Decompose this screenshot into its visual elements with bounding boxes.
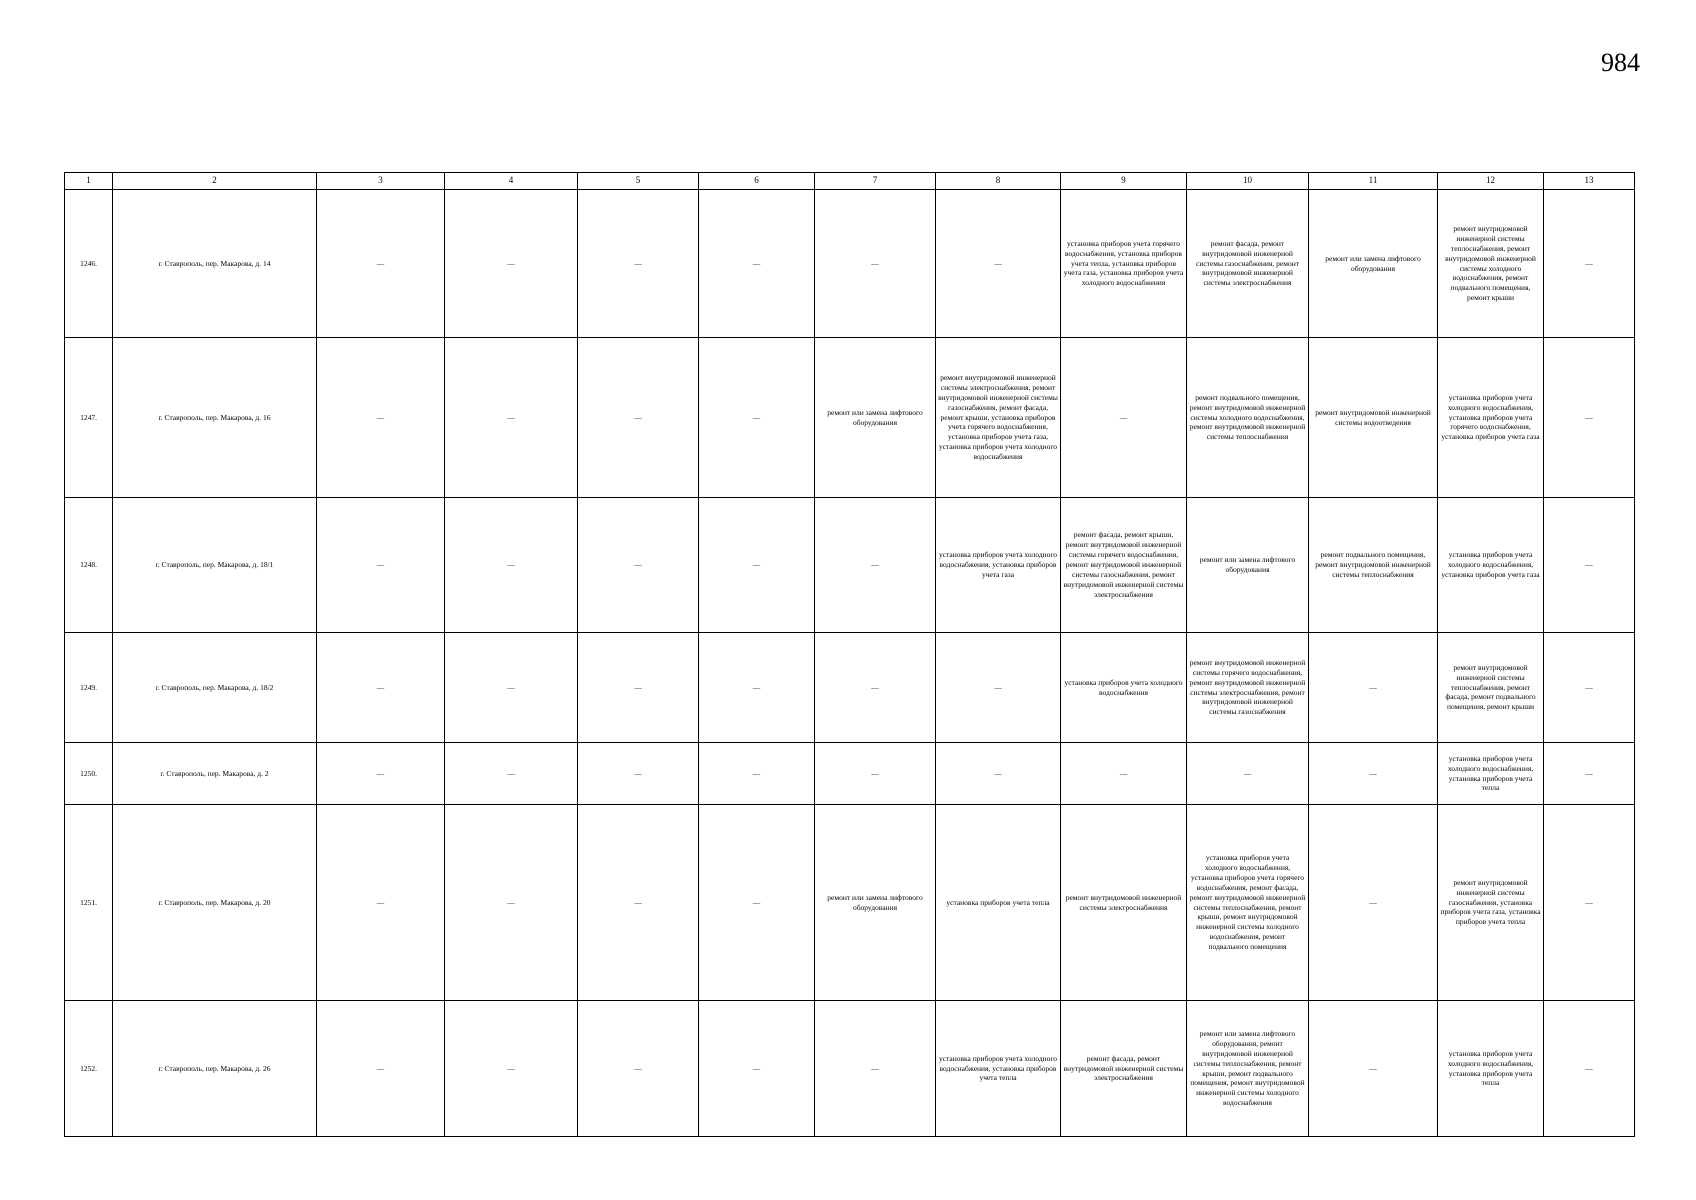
cell-col-11: — xyxy=(1309,743,1438,805)
cell-col-9: — xyxy=(1061,338,1187,498)
cell-col-7: ремонт или замена лифтового оборудования xyxy=(815,338,936,498)
cell-col-3: — xyxy=(317,1001,445,1137)
cell-col-7: — xyxy=(815,633,936,743)
address-cell: г. Ставрополь, пер. Макарова, д. 18/1 xyxy=(113,498,317,633)
address-cell: г. Ставрополь, пер. Макарова, д. 16 xyxy=(113,338,317,498)
cell-col-4: — xyxy=(445,190,578,338)
cell-col-8: установка приборов учета холодного водоснабжения, установка приборов учета газа xyxy=(936,498,1061,633)
cell-col-5: — xyxy=(578,633,699,743)
row-number: 1250. xyxy=(65,743,113,805)
cell-col-3: — xyxy=(317,743,445,805)
table-row xyxy=(65,338,1635,498)
cell-col-5: — xyxy=(578,743,699,805)
column-header: 3 xyxy=(317,173,445,190)
cell-col-7: — xyxy=(815,1001,936,1137)
page-number: 984 xyxy=(1601,48,1640,77)
cell-col-10: ремонт или замена лифтового оборудования, ремонт внутридомовой инженерной системы теплоснабжения, ремонт крыши, ремонт подвального помещения, ремонт внутридомовой инженерной системы холодного водоснабжения xyxy=(1187,1001,1309,1137)
cell-col-4: — xyxy=(445,743,578,805)
cell-col-3: — xyxy=(317,190,445,338)
table-row xyxy=(65,498,1635,633)
cell-col-6: — xyxy=(699,338,815,498)
column-header: 10 xyxy=(1187,173,1309,190)
column-header: 6 xyxy=(699,173,815,190)
column-header: 4 xyxy=(445,173,578,190)
row-number: 1248. xyxy=(65,498,113,633)
cell-col-12: ремонт внутридомовой инженерной системы газоснабжения, установка приборов учета газа, установка приборов учета тепла xyxy=(1438,805,1544,1001)
table-row xyxy=(65,633,1635,743)
cell-col-8: ремонт внутридомовой инженерной системы электроснабжения, ремонт внутридомовой инженерной системы газоснабжения, ремонт фасада, ремонт крыши, установка приборов учета горячего водоснабжения, установка приборов учета газа, установка приборов учета холодного водоснабжения xyxy=(936,338,1061,498)
cell-col-6: — xyxy=(699,1001,815,1137)
cell-col-7: — xyxy=(815,498,936,633)
cell-col-12: установка приборов учета холодного водоснабжения, установка приборов учета тепла xyxy=(1438,743,1544,805)
cell-col-8: — xyxy=(936,633,1061,743)
cell-col-9: установка приборов учета горячего водоснабжения, установка приборов учета тепла, установка приборов учета газа, установка приборов учета холодного водоснабжения xyxy=(1061,190,1187,338)
table-row xyxy=(65,743,1635,805)
cell-col-9: установка приборов учета холодного водоснабжения xyxy=(1061,633,1187,743)
row-number: 1251. xyxy=(65,805,113,1001)
cell-col-4: — xyxy=(445,633,578,743)
cell-col-7: — xyxy=(815,743,936,805)
table-row xyxy=(65,190,1635,338)
address-cell: г. Ставрополь, пер. Макарова, д. 14 xyxy=(113,190,317,338)
capital-repair-table xyxy=(64,172,1635,1137)
row-number: 1249. xyxy=(65,633,113,743)
cell-col-10: ремонт внутридомовой инженерной системы горячего водоснабжения, ремонт внутридомовой инженерной системы электроснабжения, ремонт внутридомовой инженерной системы газоснабжения xyxy=(1187,633,1309,743)
cell-col-12: ремонт внутридомовой инженерной системы теплоснабжения, ремонт фасада, ремонт подвального помещения, ремонт крыши xyxy=(1438,633,1544,743)
cell-col-9: ремонт фасада, ремонт внутридомовой инженерной системы электроснабжения xyxy=(1061,1001,1187,1137)
address-cell: г. Ставрополь, пер. Макарова, д. 26 xyxy=(113,1001,317,1137)
column-header: 11 xyxy=(1309,173,1438,190)
column-header: 7 xyxy=(815,173,936,190)
cell-col-7: ремонт или замена лифтового оборудования xyxy=(815,805,936,1001)
address-cell: г. Ставрополь, пер. Макарова, д. 18/2 xyxy=(113,633,317,743)
cell-col-3: — xyxy=(317,633,445,743)
cell-col-13: — xyxy=(1544,743,1635,805)
column-header: 5 xyxy=(578,173,699,190)
cell-col-12: установка приборов учета холодного водоснабжения, установка приборов учета горячего водоснабжения, установка приборов учета газа xyxy=(1438,338,1544,498)
cell-col-6: — xyxy=(699,190,815,338)
cell-col-8: — xyxy=(936,743,1061,805)
column-header: 8 xyxy=(936,173,1061,190)
cell-col-9: ремонт внутридомовой инженерной системы электроснабжения xyxy=(1061,805,1187,1001)
cell-col-4: — xyxy=(445,1001,578,1137)
table-row xyxy=(65,805,1635,1001)
cell-col-5: — xyxy=(578,1001,699,1137)
row-number: 1246. xyxy=(65,190,113,338)
cell-col-13: — xyxy=(1544,190,1635,338)
cell-col-5: — xyxy=(578,498,699,633)
column-header: 9 xyxy=(1061,173,1187,190)
cell-col-13: — xyxy=(1544,633,1635,743)
row-number: 1252. xyxy=(65,1001,113,1137)
cell-col-11: — xyxy=(1309,1001,1438,1137)
cell-col-8: — xyxy=(936,190,1061,338)
cell-col-7: — xyxy=(815,190,936,338)
cell-col-3: — xyxy=(317,498,445,633)
cell-col-10: — xyxy=(1187,743,1309,805)
cell-col-6: — xyxy=(699,498,815,633)
cell-col-9: ремонт фасада, ремонт крыши, ремонт внутридомовой инженерной системы горячего водоснабжения, ремонт внутридомовой инженерной системы газоснабжения, ремонт внутридомовой инженерной системы электроснабжения xyxy=(1061,498,1187,633)
cell-col-6: — xyxy=(699,805,815,1001)
cell-col-10: ремонт подвального помещения, ремонт внутридомовой инженерной системы холодного водоснабжения, ремонт внутридомовой инженерной системы теплоснабжения xyxy=(1187,338,1309,498)
cell-col-12: установка приборов учета холодного водоснабжения, установка приборов учета газа xyxy=(1438,498,1544,633)
column-header: 2 xyxy=(113,173,317,190)
cell-col-8: установка приборов учета тепла xyxy=(936,805,1061,1001)
cell-col-10: установка приборов учета холодного водоснабжения, установка приборов учета горячего водоснабжения, ремонт фасада, ремонт внутридомовой инженерной системы теплоснабжения, ремонт крыши, ремонт внутридомовой инженерной системы холодного водоснабжения, ремонт подвального помещения xyxy=(1187,805,1309,1001)
address-cell: г. Ставрополь, пер. Макарова, д. 20 xyxy=(113,805,317,1001)
cell-col-4: — xyxy=(445,338,578,498)
column-number-row xyxy=(65,173,1635,190)
cell-col-6: — xyxy=(699,743,815,805)
column-header: 13 xyxy=(1544,173,1635,190)
cell-col-13: — xyxy=(1544,498,1635,633)
cell-col-12: ремонт внутридомовой инженерной системы теплоснабжения, ремонт внутридомовой инженерной системы холодного водоснабжения, ремонт подвального помещения, ремонт крыши xyxy=(1438,190,1544,338)
cell-col-5: — xyxy=(578,190,699,338)
cell-col-13: — xyxy=(1544,805,1635,1001)
cell-col-11: ремонт подвального помещения, ремонт внутридомовой инженерной системы теплоснабжения xyxy=(1309,498,1438,633)
row-number: 1247. xyxy=(65,338,113,498)
cell-col-6: — xyxy=(699,633,815,743)
cell-col-11: — xyxy=(1309,805,1438,1001)
table-row xyxy=(65,1001,1635,1137)
cell-col-12: установка приборов учета холодного водоснабжения, установка приборов учета тепла xyxy=(1438,1001,1544,1137)
column-header: 12 xyxy=(1438,173,1544,190)
cell-col-11: — xyxy=(1309,633,1438,743)
cell-col-5: — xyxy=(578,805,699,1001)
cell-col-3: — xyxy=(317,338,445,498)
cell-col-4: — xyxy=(445,498,578,633)
cell-col-10: ремонт фасада, ремонт внутридомовой инженерной системы газоснабжения, ремонт внутридомовой инженерной системы электроснабжения xyxy=(1187,190,1309,338)
cell-col-4: — xyxy=(445,805,578,1001)
cell-col-11: ремонт или замена лифтового оборудования xyxy=(1309,190,1438,338)
cell-col-11: ремонт внутридомовой инженерной системы водоотведения xyxy=(1309,338,1438,498)
cell-col-13: — xyxy=(1544,1001,1635,1137)
cell-col-3: — xyxy=(317,805,445,1001)
cell-col-5: — xyxy=(578,338,699,498)
address-cell: г. Ставрополь, пер. Макарова, д. 2 xyxy=(113,743,317,805)
cell-col-9: — xyxy=(1061,743,1187,805)
cell-col-13: — xyxy=(1544,338,1635,498)
column-header: 1 xyxy=(65,173,113,190)
cell-col-8: установка приборов учета холодного водоснабжения, установка приборов учета тепла xyxy=(936,1001,1061,1137)
cell-col-10: ремонт или замена лифтового оборудования xyxy=(1187,498,1309,633)
